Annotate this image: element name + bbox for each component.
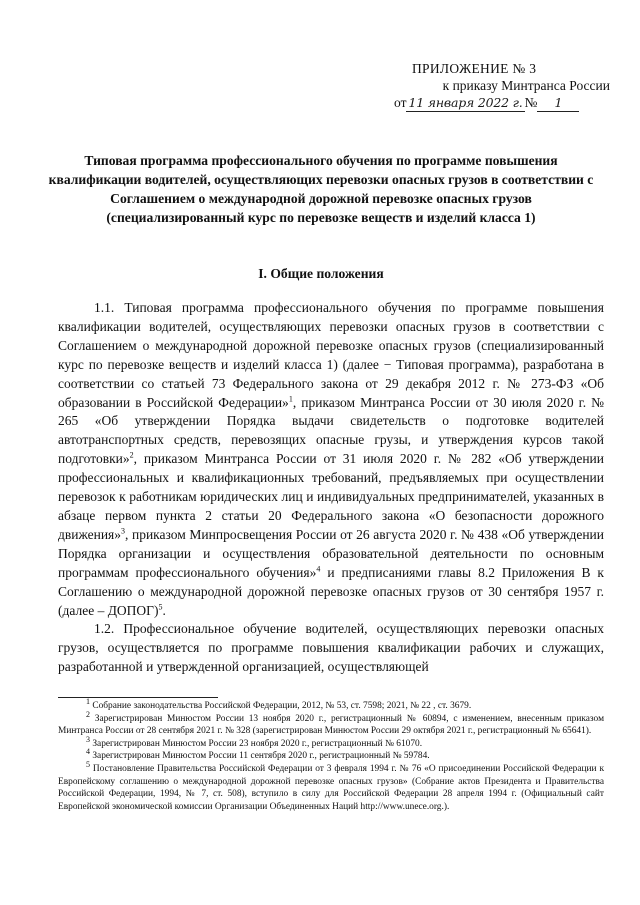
footnote-text: Зарегистрирован Минюстом России 23 ноября 2020 г., регистрационный № 61070.: [92, 738, 423, 749]
para1-text-e: и предписаниями главы 8.2 Приложения В к Соглашению о международной дорожной перевозке опасных грузов от 30 сентября 1957 г. (далее – ДОПОГ): [58, 564, 604, 618]
footnote-ref-2: 2: [129, 450, 134, 460]
para1-text-b: , приказом Минтранса России от 30 июля 2020 г. № 265 «Об утверждении Порядка выдачи свидетельств о подготовке водителей автотранспортных средств, перевозящих опасные грузы, и утверждения курсов такой подготовки»: [58, 394, 605, 467]
para1-text-c: , приказом Минтранса России от 31 июля 2020 г. № 282 «Об утверждении профессиональных и квалификационных требований, предъявляемых при осуществлении перевозок к работникам юридических лиц и индивидуальных предпринимателей, указанных в абзаце первом пункта 2 статьи 20 Федерального закона «О безопасности дорожного движения»: [58, 451, 604, 542]
appendix-date-line: [380, 94, 610, 112]
handwritten-date: 11 января 2022 г.: [408, 95, 523, 110]
footnote-3: [58, 734, 604, 751]
footnote-ref-4: 4: [316, 564, 321, 574]
footnote-number: 3: [86, 734, 90, 744]
para1-text-f: .: [162, 602, 166, 618]
footnote-ref-3: 3: [121, 526, 126, 536]
para1-text-d: , приказом Минпросвещения России от 26 августа 2020 г. № 438 «Об утверждении Порядка организации и осуществления образовательной деятельности по основным программам профессионального обучения»: [58, 526, 604, 580]
number-prefix: №: [524, 95, 538, 110]
appendix-order-reference: к приказу Минтранса России: [442, 78, 610, 93]
footnote-1: [58, 696, 604, 713]
footnote-2: [58, 709, 604, 738]
footnote-text: Собрание законодательства Российской Федерации, 2012, № 53, ст. 7598; 2021, № 22 , ст. 3679.: [92, 701, 472, 711]
footnote-number: 4: [86, 747, 90, 757]
footnote-number: 1: [86, 696, 90, 706]
paragraph-1-2: 1.2. Профессиональное обучение водителей, осуществляющих перевозки опасных грузов, осуществляется по программе повышения квалификации рабочих и служащих, разработанной и утвержденной организацией, осуществляющей: [58, 621, 604, 675]
footnote-number: 5: [86, 759, 90, 769]
footnote-4: [58, 747, 604, 763]
footnote-ref-5: 5: [158, 602, 163, 611]
footnote-text: Постановление Правительства Российской Федерации от 3 февраля 1994 г. № 76 «О присоединении Российской Федерации к Европейскому соглашению о международной дорожной перевозке опасных грузов» (Собрание актов Президента и Правительства Российской Федерации, 1994, № 7, ст. 508), вступило в силу для Российской Федерации 28 апреля 1994 г. (Официальный сайт Европейской экономической комиссии Организации Объединенных Наций http://www.unece.org.).: [58, 763, 604, 812]
footnote-text: Зарегистрирован Минюстом России 13 ноября 2020 г., регистрационный № 60894, с изменением, внесенным приказом Минтранса России от 28 сентября 2021 г. № 328 (зарегистрирован Минюстом России 29 октября 2021 г., регистрационный № 65641).: [58, 713, 604, 737]
handwritten-number: 1: [537, 94, 579, 112]
footnote-text: Зарегистрирован Минюстом России 11 сентября 2020 г., регистрационный № 59784.: [92, 751, 430, 762]
document-title: Типовая программа профессионального обучения по программе повышения квалификации водителей, осуществляющих перевозки опасных грузов в соответствии с Соглашением о международной дорожной перевозке опасных грузов (специализированный курс по перевозке веществ и изделий класса 1): [48, 153, 594, 225]
footnote-separator: [58, 697, 218, 698]
appendix-label: ПРИЛОЖЕНИЕ № 3: [412, 61, 537, 76]
paragraph-1-1: [58, 299, 604, 620]
footnotes: [58, 696, 604, 813]
section-heading: I. Общие положения: [258, 266, 384, 281]
para1-text-a: 1.1. Типовая программа профессионального обучения по программе повышения квалификации водителей, осуществляющих перевозки опасных грузов в соответствии с Соглашением о международной дорожной перевозке опасных грузов (специализированный курс по перевозке веществ и изделий класса 1) (далее − Типовая программа), разработана в соответствии со статьей 73 Федерального закона от 29 декабря 2012 г. № 273-ФЗ «Об образовании в Российской Федерации»: [58, 300, 604, 410]
date-prefix: от: [394, 95, 407, 110]
footnote-5: [58, 759, 604, 813]
document-body: [58, 299, 604, 677]
appendix-header: [380, 60, 610, 112]
footnote-ref-1: 1: [288, 394, 293, 404]
footnote-number: 2: [86, 709, 90, 719]
